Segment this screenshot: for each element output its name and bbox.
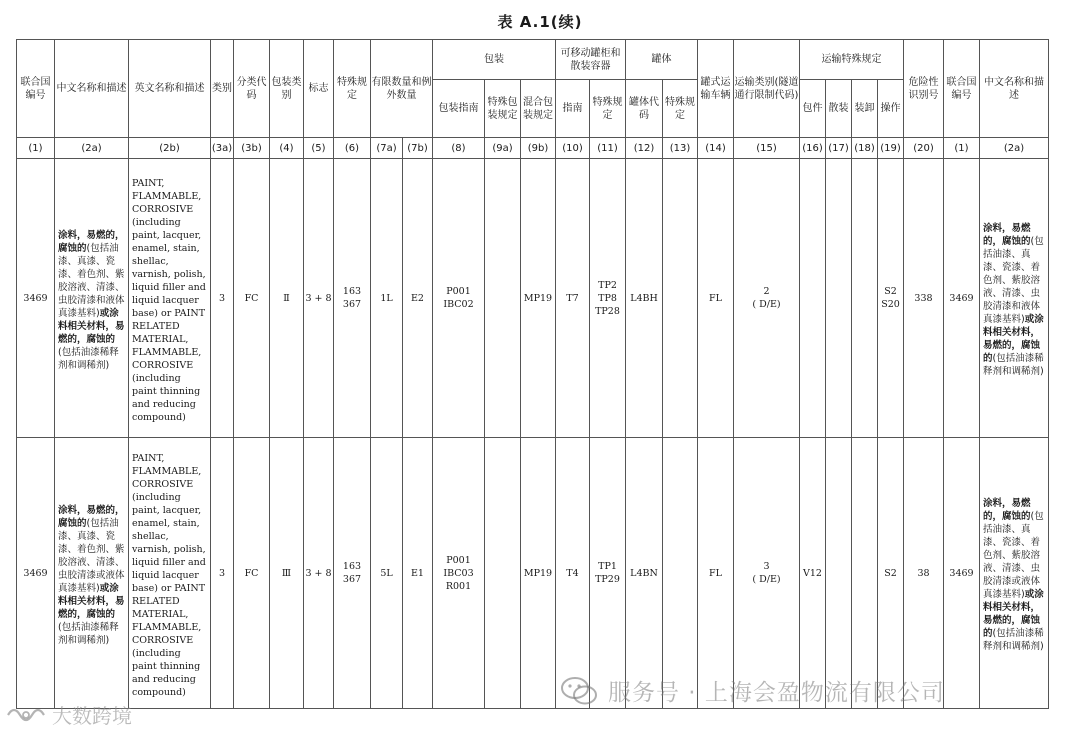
tank-special-cell: TP2 TP8 TP28 bbox=[590, 159, 626, 438]
column-number: (20) bbox=[904, 138, 944, 159]
tank-special-cell: TP1 TP29 bbox=[590, 438, 626, 709]
header-chinese-name: 中文名称和描述 bbox=[55, 40, 129, 138]
packing-group-cell: Ⅲ bbox=[270, 438, 304, 709]
column-number: (2a) bbox=[55, 138, 129, 159]
header-tank-vehicle: 罐式运输车辆 bbox=[698, 40, 734, 138]
name-note-text: (包括油漆、真漆、瓷漆、着色剂、紫胶溶液、清漆、虫胶清漆或液体真漆基料) bbox=[983, 511, 1044, 600]
class-cell: 3 bbox=[211, 438, 234, 709]
name-bold-text: 涂料，易燃的，腐蚀的 bbox=[58, 229, 125, 254]
column-number-row bbox=[17, 138, 1049, 159]
dangerous-goods-table bbox=[16, 39, 1049, 709]
tank-code-special-cell bbox=[663, 438, 698, 709]
hazard-id-cell: 338 bbox=[904, 159, 944, 438]
table-title: 表 A.1(续) bbox=[497, 13, 583, 31]
special-packing-cell bbox=[485, 438, 521, 709]
name-note-text: (包括油漆、真漆、瓷漆、着色剂、紫胶溶液、清漆、虫胶清漆或液体真漆基料) bbox=[58, 517, 125, 594]
chinese-name-right-cell bbox=[980, 438, 1049, 709]
name-note-text: (包括油漆稀释剂和调稀剂) bbox=[58, 621, 119, 646]
special-provisions-cell: 163 367 bbox=[334, 159, 371, 438]
limited-quantity-cell: 5L bbox=[371, 438, 403, 709]
hazard-id-cell: 38 bbox=[904, 438, 944, 709]
bulk-cell bbox=[826, 438, 852, 709]
name-note-text: (包括油漆、真漆、瓷漆、着色剂、紫胶溶液、清漆、虫胶清漆和液体真漆基料) bbox=[983, 236, 1044, 325]
name-bold-text: 或涂料相关材料，易燃的，腐蚀的 bbox=[58, 307, 125, 345]
tank-vehicle-cell: FL bbox=[698, 159, 734, 438]
un-number-right-cell: 3469 bbox=[944, 438, 980, 709]
packing-group-cell: Ⅱ bbox=[270, 159, 304, 438]
header-chinese-name-right: 中文名称和描述 bbox=[980, 40, 1049, 138]
transport-category-cell: 2 ( D/E) bbox=[734, 159, 800, 438]
name-note-text: (包括油漆、真漆、瓷漆、着色剂、紫胶溶液、清漆、虫胶清漆和液体真漆基料) bbox=[58, 242, 125, 319]
wechat-icon bbox=[560, 676, 598, 706]
column-number: (1) bbox=[17, 138, 55, 159]
packages-cell bbox=[800, 159, 826, 438]
un-number-cell: 3469 bbox=[17, 159, 55, 438]
header-operation: 操作 bbox=[878, 80, 904, 138]
limited-quantity-cell: 1L bbox=[371, 159, 403, 438]
column-number: (7a) bbox=[371, 138, 403, 159]
header-class: 类别 bbox=[211, 40, 234, 138]
column-number: (16) bbox=[800, 138, 826, 159]
chinese-name-right-cell bbox=[980, 159, 1049, 438]
column-number: (8) bbox=[433, 138, 485, 159]
header-special-transport-group: 运输特殊规定 bbox=[800, 40, 904, 80]
excepted-quantity-cell: E2 bbox=[403, 159, 433, 438]
column-number: (6) bbox=[334, 138, 371, 159]
column-number: (18) bbox=[852, 138, 878, 159]
column-number: (11) bbox=[590, 138, 626, 159]
mixed-packing-cell: MP19 bbox=[521, 438, 556, 709]
corner-watermark-text: 大数跨境 bbox=[52, 704, 132, 728]
packing-instructions-cell: P001 IBC02 bbox=[433, 159, 485, 438]
mixed-packing-cell: MP19 bbox=[521, 159, 556, 438]
column-number: (3b) bbox=[234, 138, 270, 159]
tank-code-cell: L4BN bbox=[626, 438, 663, 709]
watermark-text: 服务号 · 上海会盈物流有限公司 bbox=[608, 680, 945, 706]
header-tank-instructions: 指南 bbox=[556, 80, 590, 138]
brand-logo-icon bbox=[4, 703, 48, 727]
column-number: (10) bbox=[556, 138, 590, 159]
packing-instructions-cell: P001 IBC03 R001 bbox=[433, 438, 485, 709]
column-number: (5) bbox=[304, 138, 334, 159]
column-number: (12) bbox=[626, 138, 663, 159]
header-bulk: 散装 bbox=[826, 80, 852, 138]
header-tank-code-special: 特殊规定 bbox=[663, 80, 698, 138]
name-note-text: (包括油漆稀释剂和调稀剂) bbox=[58, 346, 119, 371]
column-number: (9b) bbox=[521, 138, 556, 159]
tank-vehicle-cell: FL bbox=[698, 438, 734, 709]
loading-cell bbox=[852, 159, 878, 438]
classification-code-cell: FC bbox=[234, 159, 270, 438]
tank-instructions-cell: T4 bbox=[556, 438, 590, 709]
header-labels: 标志 bbox=[304, 40, 334, 138]
header-limited-quantities: 有限数量和例外数量 bbox=[371, 40, 433, 138]
column-number: (17) bbox=[826, 138, 852, 159]
tank-code-cell: L4BH bbox=[626, 159, 663, 438]
header-packing-instructions: 包装指南 bbox=[433, 80, 485, 138]
class-cell: 3 bbox=[211, 159, 234, 438]
header-loading: 装卸 bbox=[852, 80, 878, 138]
labels-cell: 3 + 8 bbox=[304, 159, 334, 438]
header-tank-special: 特殊规定 bbox=[590, 80, 626, 138]
name-bold-text: 涂料，易燃的，腐蚀的 bbox=[983, 498, 1031, 522]
special-provisions-cell: 163 367 bbox=[334, 438, 371, 709]
watermark bbox=[560, 674, 945, 707]
chinese-name-cell bbox=[55, 159, 129, 438]
header-portable-tanks-group: 可移动罐柜和散装容器 bbox=[556, 40, 626, 80]
column-number: (14) bbox=[698, 138, 734, 159]
header-transport-category: 运输类别(隧道通行限制代码) bbox=[734, 40, 800, 138]
header-tank-code: 罐体代码 bbox=[626, 80, 663, 138]
name-bold-text: 或涂料相关材料，易燃的，腐蚀的 bbox=[58, 582, 125, 620]
header-classification-code: 分类代码 bbox=[234, 40, 270, 138]
header-hazard-id: 危险性识别号 bbox=[904, 40, 944, 138]
corner-watermark bbox=[4, 700, 132, 729]
column-number: (13) bbox=[663, 138, 698, 159]
name-note-text: (包括油漆稀释剂和调稀剂) bbox=[983, 628, 1044, 652]
english-name-cell: PAINT, FLAMMABLE, CORROSIVE (including paint, lacquer, enamel, stain, shellac, varnish, polish, liquid filler and liquid lacquer base) or PAINT RELATED MATERIAL, FLAMMABLE, CORROSIVE (including paint thinning and reducing compound) bbox=[129, 438, 211, 709]
chinese-name-cell bbox=[55, 438, 129, 709]
header-packages: 包件 bbox=[800, 80, 826, 138]
column-number: (2b) bbox=[129, 138, 211, 159]
column-number: (9a) bbox=[485, 138, 521, 159]
header-un-number: 联合国编号 bbox=[17, 40, 55, 138]
column-number: (2a) bbox=[980, 138, 1049, 159]
column-number: (19) bbox=[878, 138, 904, 159]
name-note-text: (包括油漆稀释剂和调稀剂) bbox=[983, 353, 1044, 377]
name-bold-text: 涂料，易燃的，腐蚀的 bbox=[983, 223, 1031, 247]
name-bold-text: 涂料，易燃的，腐蚀的 bbox=[58, 504, 125, 529]
header-special-provisions: 特殊规定 bbox=[334, 40, 371, 138]
header-mixed-packing: 混合包装规定 bbox=[521, 80, 556, 138]
header-packing-group: 包装类别 bbox=[270, 40, 304, 138]
header-un-number-right: 联合国编号 bbox=[944, 40, 980, 138]
table-row bbox=[17, 438, 1049, 709]
packages-cell: V12 bbox=[800, 438, 826, 709]
header-english-name: 英文名称和描述 bbox=[129, 40, 211, 138]
excepted-quantity-cell: E1 bbox=[403, 438, 433, 709]
operation-cell: S2 bbox=[878, 438, 904, 709]
column-number: (4) bbox=[270, 138, 304, 159]
column-number: (15) bbox=[734, 138, 800, 159]
transport-category-cell: 3 ( D/E) bbox=[734, 438, 800, 709]
tank-instructions-cell: T7 bbox=[556, 159, 590, 438]
loading-cell bbox=[852, 438, 878, 709]
special-packing-cell bbox=[485, 159, 521, 438]
name-bold-text: 或涂料相关材料，易燃的，腐蚀的 bbox=[983, 314, 1044, 364]
column-number: (3a) bbox=[211, 138, 234, 159]
english-name-cell: PAINT, FLAMMABLE, CORROSIVE (including paint, lacquer, enamel, stain, shellac, varnish, polish, liquid filler and liquid lacquer base) or PAINT RELATED MATERIAL, FLAMMABLE, CORROSIVE (including paint thinning and reducing compound) bbox=[129, 159, 211, 438]
un-number-right-cell: 3469 bbox=[944, 159, 980, 438]
un-number-cell: 3469 bbox=[17, 438, 55, 709]
column-number: (7b) bbox=[403, 138, 433, 159]
operation-cell: S2 S20 bbox=[878, 159, 904, 438]
table-row bbox=[17, 159, 1049, 438]
labels-cell: 3 + 8 bbox=[304, 438, 334, 709]
bulk-cell bbox=[826, 159, 852, 438]
classification-code-cell: FC bbox=[234, 438, 270, 709]
tank-code-special-cell bbox=[663, 159, 698, 438]
header-tank-group: 罐体 bbox=[626, 40, 698, 80]
column-number: (1) bbox=[944, 138, 980, 159]
name-bold-text: 或涂料相关材料，易燃的，腐蚀的 bbox=[983, 589, 1044, 639]
header-special-packing: 特殊包装规定 bbox=[485, 80, 521, 138]
header-packaging-group: 包装 bbox=[433, 40, 556, 80]
